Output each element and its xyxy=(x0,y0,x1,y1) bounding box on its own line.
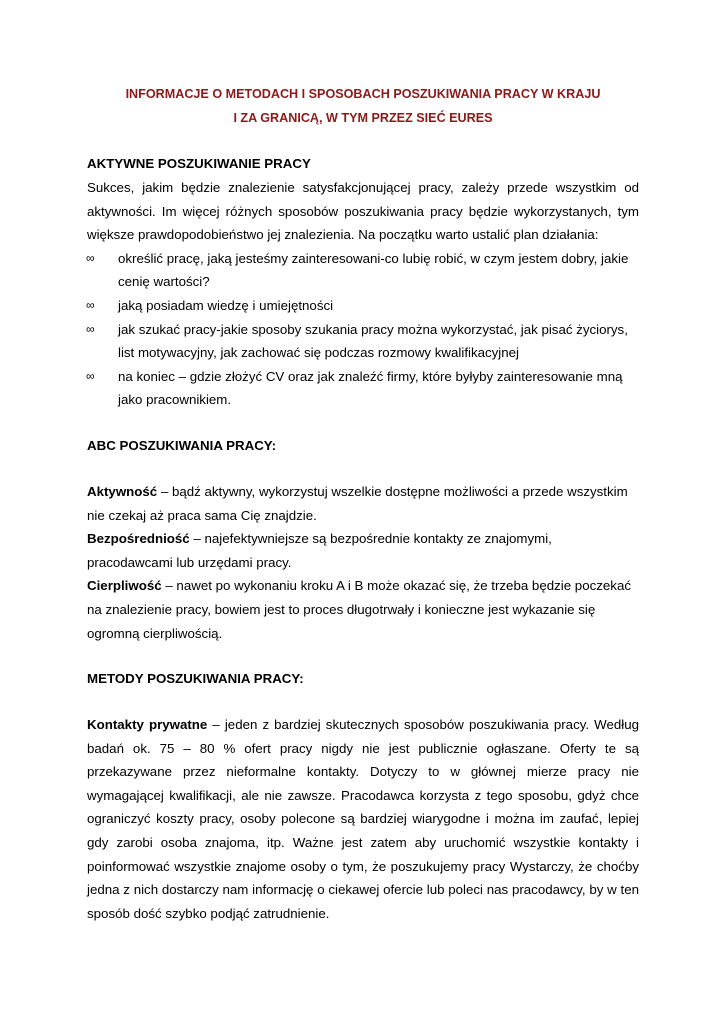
infinity-bullet-icon: ∞ xyxy=(86,297,95,312)
infinity-bullet-icon: ∞ xyxy=(86,368,95,383)
title-line-2: I ZA GRANICĄ, W TYM PRZEZ SIEĆ EURES xyxy=(233,111,493,125)
document-title xyxy=(87,82,639,130)
list-item-text: określić pracę, jaką jesteśmy zainteresowani-co lubię robić, w czym jestem dobry, jakie cenię wartości? xyxy=(118,250,629,290)
section-heading-active-search: AKTYWNE POSZUKIWANIE PRACY xyxy=(87,156,311,171)
list-item-text: na koniec – gdzie złożyć CV oraz jak znaleźć firmy, które byłyby zainteresowanie mną jako pracownikiem. xyxy=(118,368,623,408)
term-description: – najefektywniejsze są bezpośrednie kontakty ze znajomymi, pracodawcami lub urzędami pracy. xyxy=(87,531,552,570)
title-line-1: INFORMACJE O METODACH I SPOSOBACH POSZUKIWANIA PRACY W KRAJU xyxy=(125,87,601,101)
abc-item-directness xyxy=(87,527,639,574)
term-description: – bądź aktywny, wykorzystuj wszelkie dostępne możliwości a przede wszystkim nie czekaj aż praca sama Cię znajdzie. xyxy=(87,483,628,523)
infinity-bullet-icon: ∞ xyxy=(86,321,95,336)
list-item xyxy=(87,294,639,318)
document-page xyxy=(87,82,639,925)
list-item xyxy=(87,365,639,412)
list-item-text: jaką posiadam wiedzę i umiejętności xyxy=(118,297,334,313)
infinity-bullet-icon: ∞ xyxy=(86,250,95,265)
section-heading-methods: METODY POSZUKIWANIA PRACY: xyxy=(87,671,304,687)
section-heading-abc: ABC POSZUKIWANIA PRACY: xyxy=(87,437,277,453)
term-label: Kontakty prywatne xyxy=(87,717,208,733)
term-label: Aktywność xyxy=(87,483,158,499)
plan-bullet-list xyxy=(87,247,639,412)
intro-paragraph: Sukces, jakim będzie znalezienie satysfakcjonującej pracy, zależy przede wszystkim od aktywności. Im więcej różnych sposobów poszukiwania pracy będzie wykorzystanych, tym większe prawdopodobieństwo jej znalezienia. Na początku warto ustalić plan działania: xyxy=(87,180,639,243)
list-item xyxy=(87,247,639,294)
term-description: – jeden z bardziej skutecznych sposobów poszukiwania pracy. Według badań ok. 75 – 80 % ofert pracy nigdy nie jest publicznie ogłaszane. Oferty te są przekazywane przez nieformalne kontakty. Dotyczy to w głównej mierze pracy nie wymagającej kwalifikacji, ale nie zawsze. Pracodawca korzysta z tego sposobu, gdyż chce ograniczyć koszty pracy, osoby polecone są bardziej wiarygodne i można im zaufać, lepiej gdy zarobi osoba znajoma, itp. Ważne jest zatem aby uruchomić wszystkie kontakty i poinformować wszystkie znajome osoby o tym, że poszukujemy pracy Wystarczy, że choćby jedna z nich dostarczy nam informację o ciekawej ofercie lub poleci nas pracodawcy, by w ten sposób dość szybko podjąć zatrudnienie. xyxy=(87,717,639,921)
term-description: – nawet po wykonaniu kroku A i B może okazać się, że trzeba będzie poczekać na znalezienie pracy, bowiem jest to proces długotrwały i konieczne jest wykazanie się ogromną cierpliwością. xyxy=(87,578,631,641)
method-private-contacts xyxy=(87,713,639,925)
abc-item-patience xyxy=(87,574,639,645)
term-label: Cierpliwość xyxy=(87,578,162,594)
abc-item-activity xyxy=(87,480,639,527)
term-label: Bezpośredniość xyxy=(87,531,190,547)
list-item xyxy=(87,318,639,365)
list-item-text: jak szukać pracy-jakie sposoby szukania pracy można wykorzystać, jak pisać życiorys, list motywacyjny, jak zachować się podczas rozmowy kwalifikacyjnej xyxy=(118,321,628,361)
